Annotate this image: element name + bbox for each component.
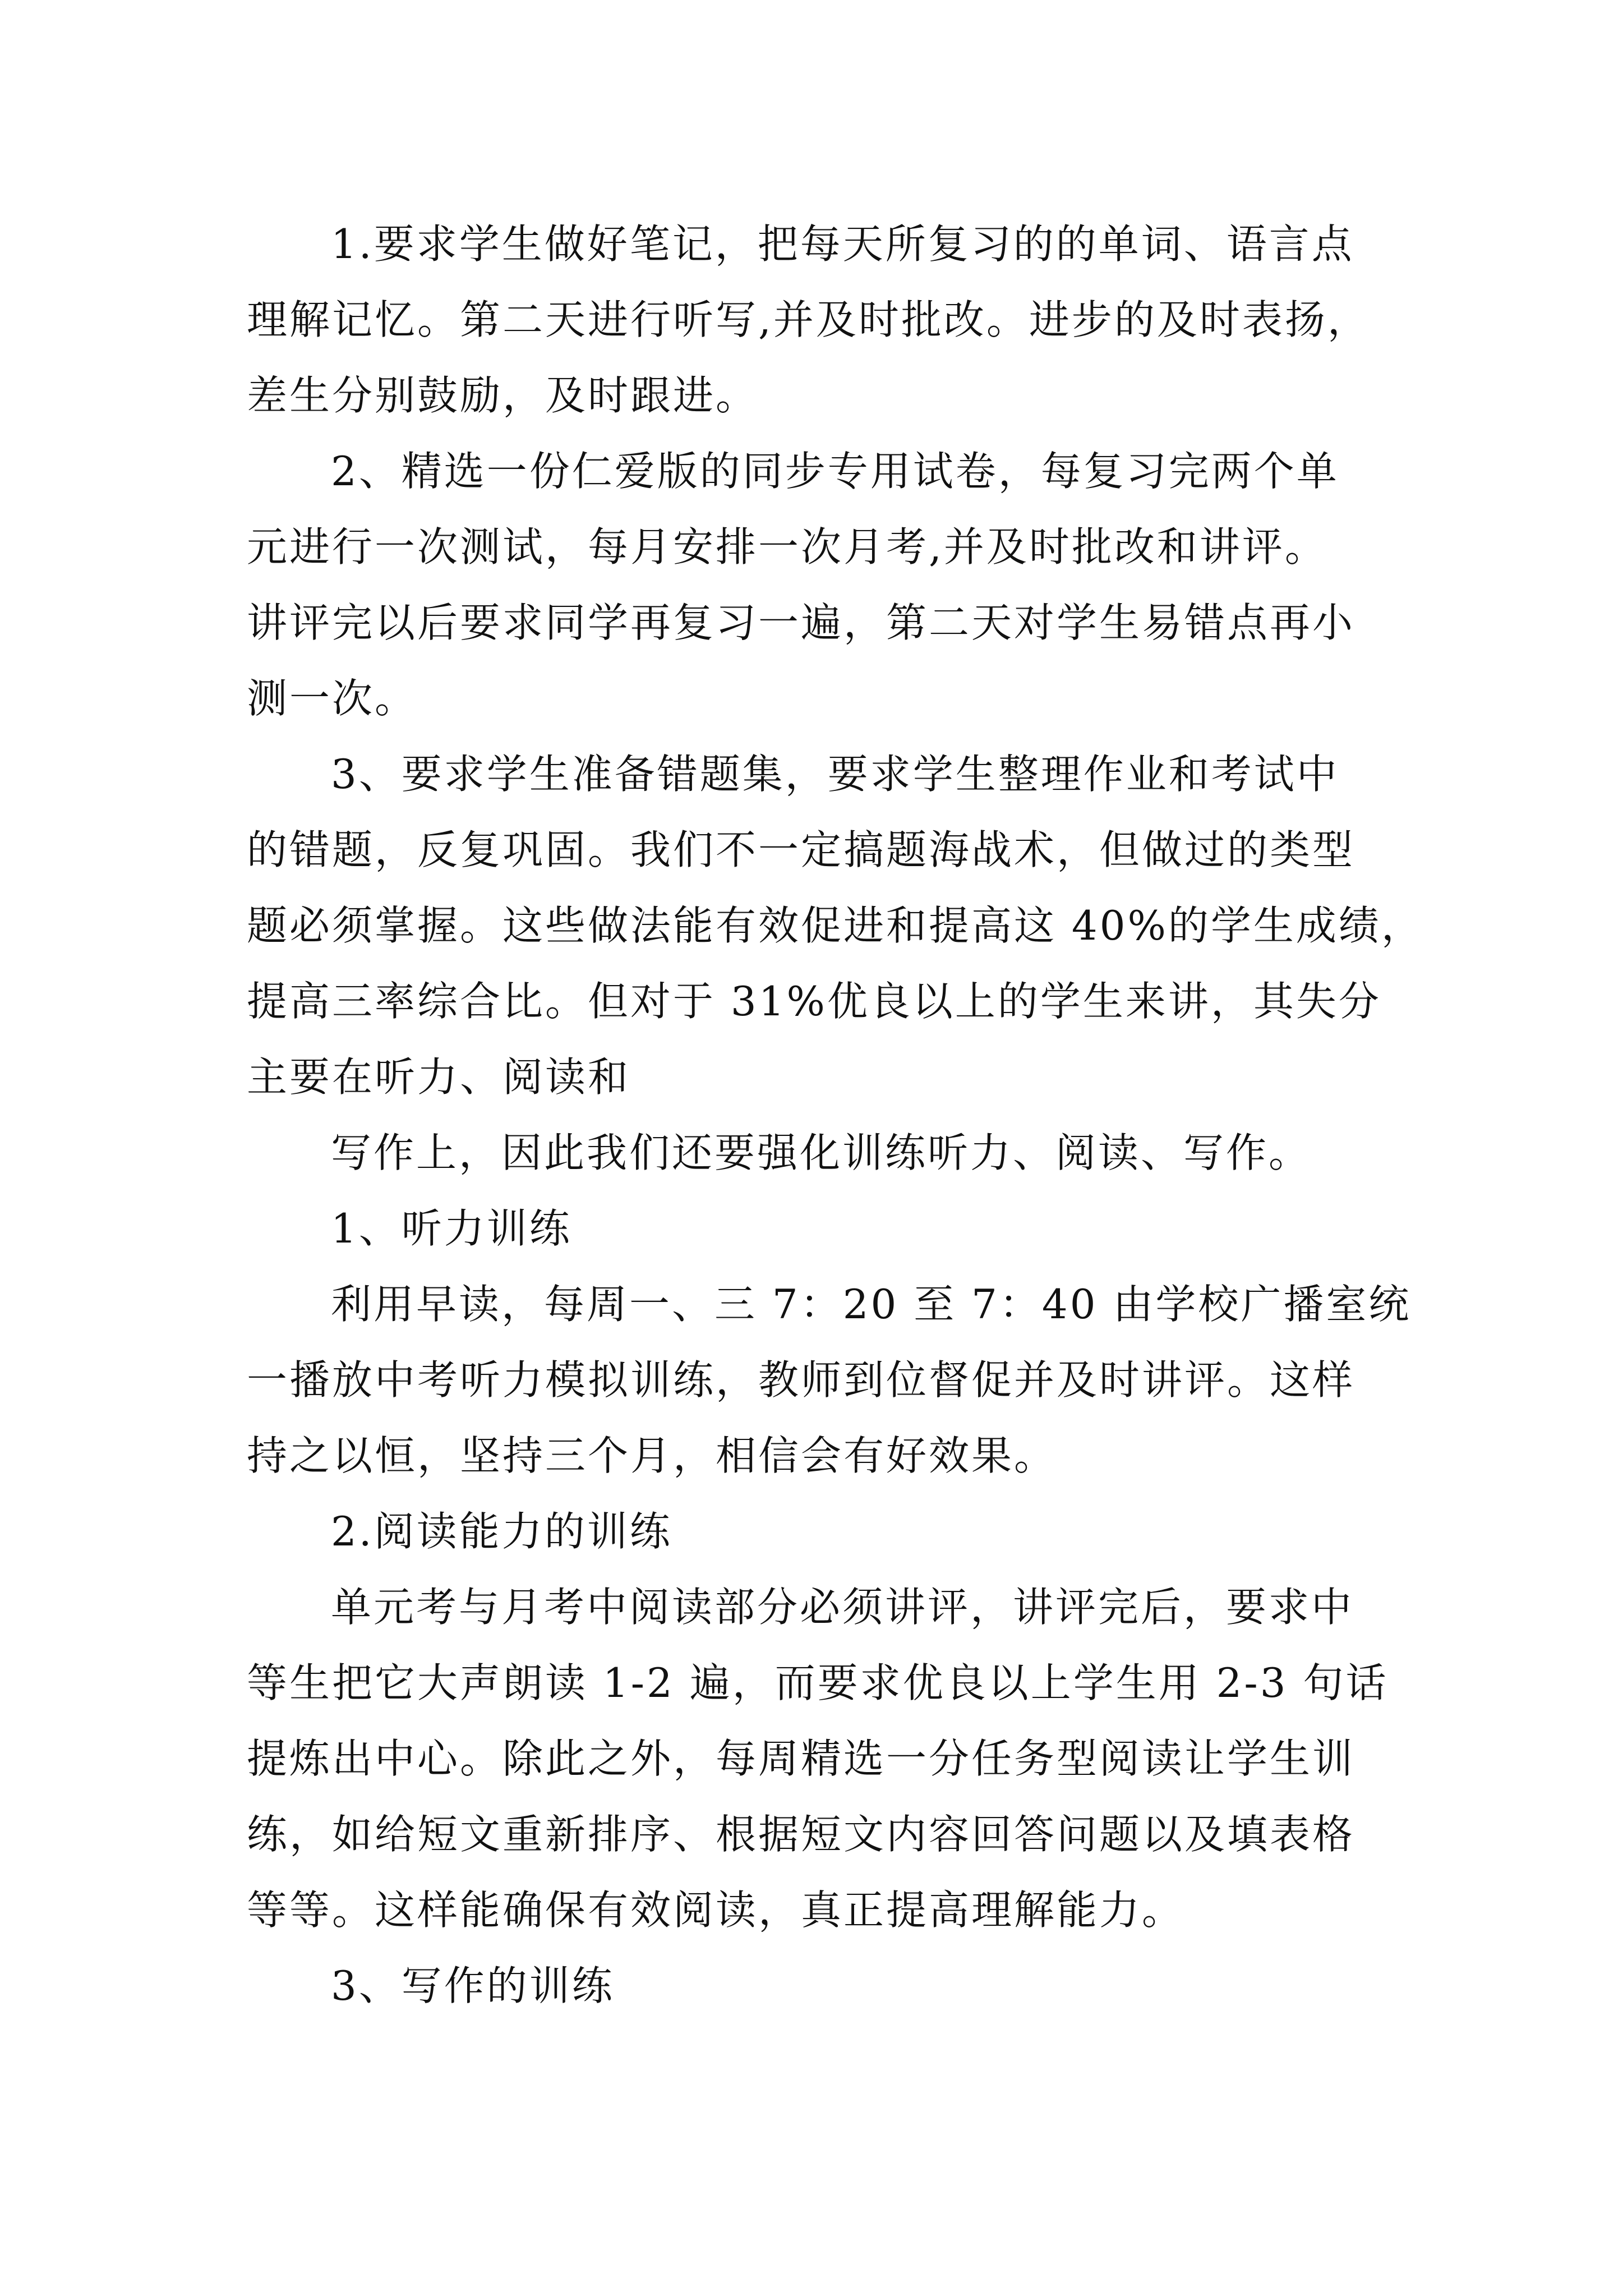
paragraph-6-line-5: 等等。这样能确保有效阅读，真正提高理解能力。: [247, 1887, 1185, 1934]
paragraph-6-line-1: 单元考与月考中阅读部分必须讲评，讲评完后，要求中: [331, 1584, 1354, 1631]
paragraph-3-line-2: 的错题，反复巩固。我们不一定搞题海战术，但做过的类型: [247, 826, 1355, 873]
heading-writing-training: 3、写作的训练: [331, 1962, 615, 2009]
paragraph-5-line-2: 一播放中考听力模拟训练，教师到位督促并及时讲评。这样: [247, 1356, 1355, 1404]
paragraph-5-line-3: 持之以恒，坚持三个月，相信会有好效果。: [247, 1432, 1057, 1479]
paragraph-2-line-4: 测一次。: [247, 675, 418, 722]
paragraph-4-line-1: 写作上，因此我们还要强化训练听力、阅读、写作。: [331, 1129, 1312, 1176]
paragraph-3-line-1: 3、要求学生准备错题集，要求学生整理作业和考试中: [331, 751, 1339, 798]
paragraph-3-line-5: 主要在听力、阅读和: [247, 1053, 631, 1101]
paragraph-6-line-3: 提炼出中心。除此之外，每周精选一分任务型阅读让学生训: [247, 1735, 1355, 1782]
paragraph-1-line-1: 1.要求学生做好笔记，把每天所复习的的单词、语言点: [331, 220, 1354, 268]
paragraph-3-line-3: 题必须掌握。这些做法能有效促进和提高这 40%的学生成绩，: [247, 902, 1424, 949]
heading-listening-training: 1、听力训练: [331, 1205, 572, 1252]
heading-reading-training: 2.阅读能力的训练: [331, 1508, 672, 1555]
paragraph-5-line-1: 利用早读，每周一、三 7：20 至 7：40 由学校广播室统: [331, 1281, 1412, 1328]
paragraph-6-line-2: 等生把它大声朗读 1-2 遍，而要求优良以上学生用 2-3 句话: [247, 1659, 1389, 1706]
paragraph-6-line-4: 练，如给短文重新排序、根据短文内容回答问题以及填表格: [247, 1811, 1355, 1858]
paragraph-3-line-4: 提高三率综合比。但对于 31%优良以上的学生来讲，其失分: [247, 978, 1381, 1025]
paragraph-2-line-3: 讲评完以后要求同学再复习一遍，第二天对学生易错点再小: [247, 599, 1355, 646]
paragraph-1-line-3: 差生分别鼓励，及时跟进。: [247, 372, 759, 419]
paragraph-2-line-1: 2、精选一份仁爱版的同步专用试卷，每复习完两个单: [331, 448, 1339, 495]
paragraph-1-line-2: 理解记忆。第二天进行听写,并及时批改。进步的及时表扬，: [247, 296, 1370, 343]
paragraph-2-line-2: 元进行一次测试，每月安排一次月考,并及时批改和讲评。: [247, 523, 1327, 570]
